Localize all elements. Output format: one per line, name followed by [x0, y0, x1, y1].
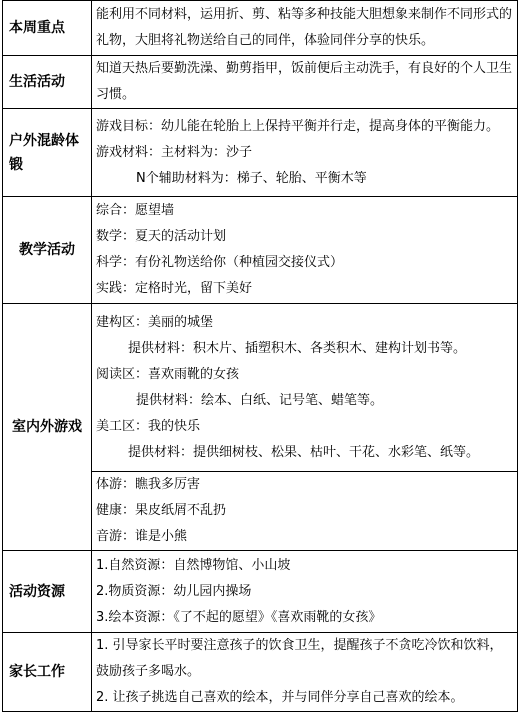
games-activity: 体游：瞧我多厉害	[96, 477, 201, 492]
row-focus	[3, 1, 518, 56]
resource-item: 1.自然资源：自然博物馆、小山坡	[96, 557, 291, 573]
games-area-material: 提供材料：绘本、白纸、记号笔、蜡笔等。	[136, 392, 384, 408]
games-activity: 音游：谁是小熊	[96, 529, 188, 544]
games-area: 美工区：我的快乐	[96, 418, 201, 434]
row-label-resources: 活动资源	[3, 551, 92, 633]
games-area-material: 提供材料：提供细树枝、松果、枯叶、干花、水彩笔、纸等。	[128, 444, 480, 460]
focus-text: 能利用不同材料，运用折、剪、粘等多种技能大胆想象来制作不同形式的礼物，大胆将礼物送给自己的同伴，体验同伴分享的快乐。	[92, 1, 518, 56]
row-label-teaching: 教学活动	[3, 197, 92, 304]
row-label-life: 生活活动	[3, 56, 92, 109]
resources-content	[92, 551, 518, 633]
parents-content	[92, 633, 518, 712]
weekly-plan-table	[2, 0, 518, 712]
teaching-item: 实践：定格时光，留下美好	[96, 281, 253, 296]
outdoor-content	[92, 109, 518, 197]
games-activity: 健康：果皮纸屑不乱扔	[96, 503, 227, 518]
games-areas	[92, 304, 518, 472]
teaching-item: 综合：愿望墙	[96, 203, 175, 218]
games-area: 阅读区：喜欢雨靴的女孩	[96, 366, 240, 382]
resource-item: 3.绘本资源：《了不起的愿望》《喜欢雨靴的女孩》	[96, 609, 382, 625]
parents-item: 1. 引导家长平时要注意孩子的饮食卫生，提醒孩子不贪吃冷饮和饮料，鼓励孩子多喝水。	[96, 638, 503, 679]
row-resources	[3, 551, 518, 633]
row-teaching	[3, 197, 518, 304]
row-life	[3, 56, 518, 109]
outdoor-goal: 游戏目标：幼儿能在轮胎上上保持平衡并行走，提高身体的平衡能力。	[96, 118, 500, 134]
row-outdoor	[3, 109, 518, 197]
row-label-outdoor: 户外混龄体锻	[3, 109, 92, 197]
games-area-material: 提供材料：积木片、插塑积木、各类积木、建构计划书等。	[128, 340, 467, 356]
teaching-item: 科学：有份礼物送给你（种植园交接仪式）	[96, 255, 344, 270]
outdoor-material: 游戏材料：主材料为：沙子	[96, 144, 253, 160]
row-label-focus: 本周重点	[3, 1, 92, 56]
outdoor-aux-material: N个辅助材料为：梯子、轮胎、平衡木等	[136, 170, 367, 186]
resource-item: 2.物质资源：幼儿园内操场	[96, 583, 252, 599]
row-parents	[3, 633, 518, 712]
row-games	[3, 304, 518, 472]
row-label-parents: 家长工作	[3, 633, 92, 712]
games-area: 建构区：美丽的城堡	[96, 314, 214, 330]
life-text: 知道天热后要勤洗澡、勤剪指甲，饭前便后主动洗手，有良好的个人卫生习惯。	[92, 56, 518, 109]
teaching-item: 数学：夏天的活动计划	[96, 229, 227, 244]
row-label-games: 室内外游戏	[3, 304, 92, 551]
games-activities	[92, 472, 518, 551]
parents-item: 2. 让孩子挑选自己喜欢的绘本，并与同伴分享自己喜欢的绘本。	[96, 690, 464, 705]
teaching-content	[92, 197, 518, 304]
